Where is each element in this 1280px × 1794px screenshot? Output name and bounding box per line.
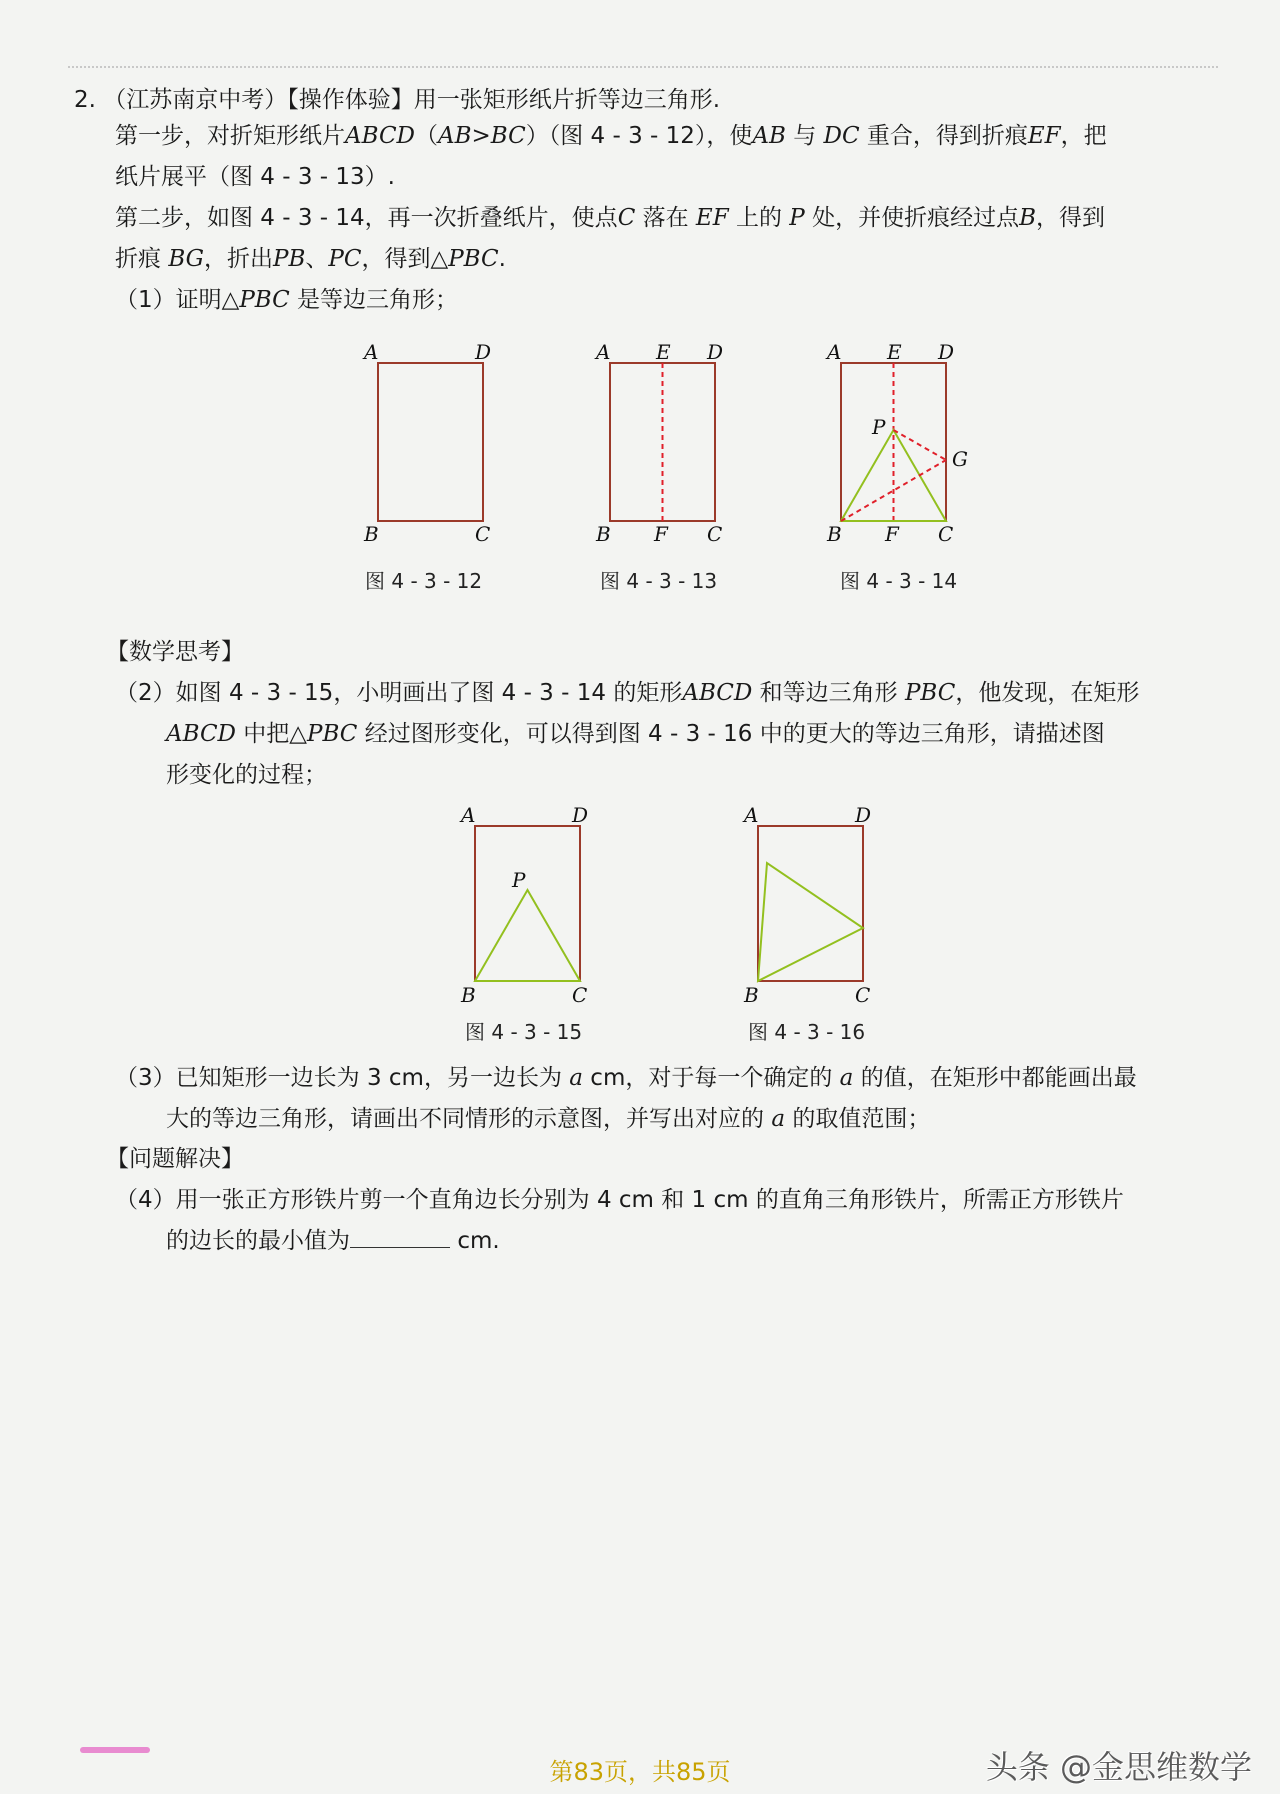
label-p: P: [512, 868, 526, 892]
watermark: 头条 @金思维数学: [985, 1748, 1252, 1786]
label-a: A: [596, 340, 611, 364]
rect-abcd: [841, 363, 946, 521]
label-a: A: [461, 803, 476, 827]
label-a: A: [827, 340, 842, 364]
rect-abcd: [475, 826, 580, 981]
label-d: D: [475, 340, 492, 364]
triangle-pbc: [475, 890, 580, 981]
label-a: A: [364, 340, 379, 364]
caption: 图 4 - 3 - 15: [465, 1020, 583, 1044]
question-4-line2: 的边长的最小值为 cm.: [166, 1221, 500, 1262]
problem-intro: 用一张矩形纸片折等边三角形.: [413, 87, 721, 113]
question-2-line1: （2）如图 4 - 3 - 15，小明画出了图 4 - 3 - 14 的矩形ABCD 和等边三角形 PBC，他发现，在矩形: [115, 680, 1140, 706]
problem-header: [74, 80, 720, 121]
label-c: C: [707, 522, 723, 546]
figure-4-3-15: [452, 798, 612, 1048]
label-c: C: [475, 522, 491, 546]
question-4-line1: （4）用一张正方形铁片剪一个直角边长分别为 4 cm 和 1 cm 的直角三角形铁片，所需正方形铁片: [115, 1187, 1124, 1213]
top-dotted-rule: [68, 66, 1218, 68]
label-g: G: [952, 447, 968, 471]
page-indicator: 第83页，共85页: [549, 1758, 731, 1786]
label-d: D: [938, 340, 955, 364]
step1-line1: 第一步，对折矩形纸片ABCD（AB>BC）（图 4 - 3 - 12），使AB 与 DC 重合，得到折痕EF，把: [115, 123, 1107, 149]
answer-blank[interactable]: [350, 1223, 450, 1248]
caption: 图 4 - 3 - 13: [600, 569, 718, 593]
question-2-line3: 形变化的过程；: [166, 762, 327, 788]
label-f: F: [885, 522, 899, 546]
question-1: （1）证明△PBC 是等边三角形；: [115, 287, 459, 313]
problem-number: 2.: [74, 87, 96, 113]
label-b: B: [364, 522, 379, 546]
step2-line1: 第二步，如图 4 - 3 - 14，再一次折叠纸片，使点C 落在 EF 上的 P 处，并使折痕经过点B，得到: [115, 205, 1105, 231]
rect-abcd: [378, 363, 483, 521]
label-b: B: [461, 983, 476, 1007]
figure-4-3-12: [355, 335, 510, 600]
label-b: B: [827, 522, 842, 546]
label-d: D: [707, 340, 724, 364]
label-f: F: [654, 522, 668, 546]
larger-equilateral-triangle: [758, 863, 863, 981]
label-c: C: [572, 983, 588, 1007]
label-c: C: [938, 522, 954, 546]
label-p: P: [872, 415, 886, 439]
caption: 图 4 - 3 - 12: [365, 569, 483, 593]
figure-4-3-16: [735, 798, 895, 1048]
label-b: B: [744, 983, 759, 1007]
section-problem-solving: 【问题解决】: [106, 1146, 244, 1172]
rect-abcd: [758, 826, 863, 981]
label-d: D: [855, 803, 872, 827]
section-math-thinking: 【数学思考】: [106, 639, 244, 665]
question-3-line1: （3）已知矩形一边长为 3 cm，另一边长为 a cm，对于每一个确定的 a 的值，在矩形中都能画出最: [115, 1065, 1137, 1091]
step2-line2: 折痕 BG，折出PB、PC，得到△PBC.: [115, 246, 506, 272]
section-operation: 【操作体验】: [287, 87, 414, 113]
figure-4-3-14: [818, 335, 983, 600]
label-e: E: [887, 340, 902, 364]
problem-source: （江苏南京中考）: [103, 87, 288, 113]
figure-4-3-13: [587, 335, 742, 600]
label-b: B: [596, 522, 611, 546]
label-c: C: [855, 983, 871, 1007]
label-a: A: [744, 803, 759, 827]
label-d: D: [572, 803, 589, 827]
caption: 图 4 - 3 - 16: [748, 1020, 866, 1044]
step1-line2: 纸片展平（图 4 - 3 - 13）.: [115, 164, 395, 190]
label-e: E: [656, 340, 671, 364]
question-3-line2: 大的等边三角形，请画出不同情形的示意图，并写出对应的 a 的取值范围；: [166, 1106, 931, 1132]
question-2-line2: ABCD 中把△PBC 经过图形变化，可以得到图 4 - 3 - 16 中的更大的等边三角形，请描述图: [166, 721, 1105, 747]
rect-abcd: [610, 363, 715, 521]
caption: 图 4 - 3 - 14: [840, 569, 958, 593]
